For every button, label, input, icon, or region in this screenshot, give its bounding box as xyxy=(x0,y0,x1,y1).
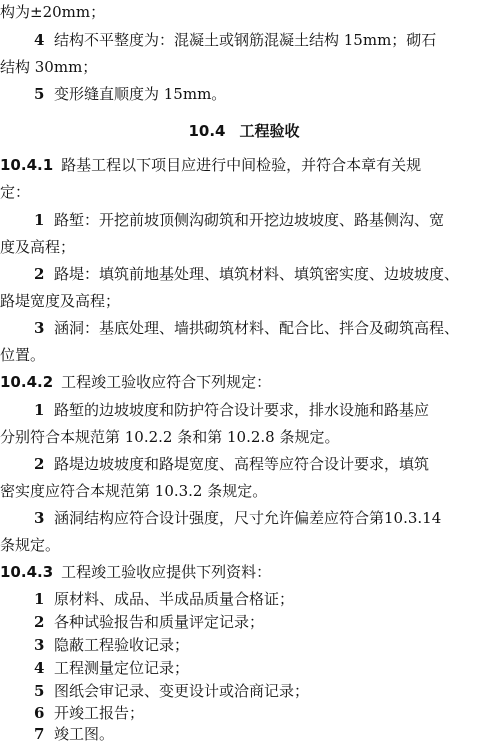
text-line: 度及高程； xyxy=(0,238,76,256)
item-text: 变形缝直顺度为 15mm。 xyxy=(53,85,227,103)
list-item-2 xyxy=(34,264,482,284)
item-text: 图纸会审记录、变更设计或洽商记录； xyxy=(53,682,309,700)
item-number: 3 xyxy=(34,636,45,654)
item-text: 涵洞：基底处理、墙拱砌筑材料、配合比、拌合及砌筑高程、 xyxy=(53,319,459,337)
item-text: 路堤边坡坡度和路堤宽度、高程等应符合设计要求，填筑 xyxy=(53,455,429,473)
text-line: 构为±20mm； xyxy=(0,3,106,21)
list-item-4 xyxy=(34,658,482,678)
list-item-2 xyxy=(34,612,482,632)
clause-10-4-3 xyxy=(0,562,480,582)
section-heading xyxy=(0,121,488,141)
clause-text: 工程竣工验收应符合下列规定： xyxy=(61,373,272,391)
text-line: 路堤宽度及高程； xyxy=(0,292,121,310)
list-item-3 xyxy=(34,508,482,528)
list-item-5 xyxy=(34,84,482,104)
item-number: 2 xyxy=(34,455,45,473)
item-number: 1 xyxy=(34,401,45,419)
item-text: 结构不平整度为：混凝土或钢筋混凝土结构 15mm；砌石 xyxy=(53,31,437,49)
item-number: 5 xyxy=(34,682,45,700)
item-number: 1 xyxy=(34,590,45,608)
item-number: 7 xyxy=(34,725,45,743)
item-text: 竣工图。 xyxy=(53,725,114,743)
item-number: 5 xyxy=(34,85,45,103)
section-title: 工程验收 xyxy=(239,122,300,140)
clause-text: 工程竣工验收应提供下列资料： xyxy=(61,563,272,581)
text-line: 位置。 xyxy=(0,346,46,364)
list-item-1 xyxy=(34,400,482,420)
item-number: 4 xyxy=(34,659,45,677)
item-text: 路堑的边坡坡度和防护符合设计要求，排水设施和路基应 xyxy=(53,401,429,419)
list-item-1 xyxy=(34,589,482,609)
text-line: 条规定。 xyxy=(0,536,61,554)
item-number: 4 xyxy=(34,31,45,49)
list-item-1 xyxy=(34,210,482,230)
clause-text: 路基工程以下项目应进行中间检验，并符合本章有关规 xyxy=(61,156,422,174)
item-number: 2 xyxy=(34,613,45,631)
item-text: 隐蔽工程验收记录； xyxy=(53,636,189,654)
text-line: 密实度应符合本规范第 10.3.2 条规定。 xyxy=(0,482,268,500)
list-item-6 xyxy=(34,703,482,723)
clause-number: 10.4.1 xyxy=(0,156,54,174)
item-text: 开竣工报告； xyxy=(53,704,144,722)
item-text: 路堤：填筑前地基处理、填筑材料、填筑密实度、边坡坡度、 xyxy=(53,265,459,283)
clause-10-4-2 xyxy=(0,372,480,392)
text-line: 定： xyxy=(0,183,31,201)
item-number: 3 xyxy=(34,509,45,527)
clause-10-4-1 xyxy=(0,155,480,175)
item-text: 涵洞结构应符合设计强度，尺寸允许偏差应符合第10.3.14 xyxy=(53,509,442,527)
list-item-4 xyxy=(34,30,482,50)
clause-number: 10.4.3 xyxy=(0,563,54,581)
section-number: 10.4 xyxy=(188,122,226,140)
text-line: 分别符合本规范第 10.2.2 条和第 10.2.8 条规定。 xyxy=(0,428,340,446)
item-number: 1 xyxy=(34,211,45,229)
list-item-2 xyxy=(34,454,482,474)
item-number: 2 xyxy=(34,265,45,283)
item-text: 原材料、成品、半成品质量合格证； xyxy=(53,590,294,608)
list-item-3 xyxy=(34,318,482,338)
list-item-3 xyxy=(34,635,482,655)
clause-number: 10.4.2 xyxy=(0,373,54,391)
item-text: 工程测量定位记录； xyxy=(53,659,189,677)
list-item-5 xyxy=(34,681,482,701)
item-number: 6 xyxy=(34,704,45,722)
list-item-7 xyxy=(34,724,482,744)
item-text: 路堑：开挖前坡顶侧沟砌筑和开挖边坡坡度、路基侧沟、宽 xyxy=(53,211,444,229)
item-number: 3 xyxy=(34,319,45,337)
item-text: 各种试验报告和质量评定记录； xyxy=(53,613,264,631)
text-line: 结构 30mm； xyxy=(0,58,98,76)
